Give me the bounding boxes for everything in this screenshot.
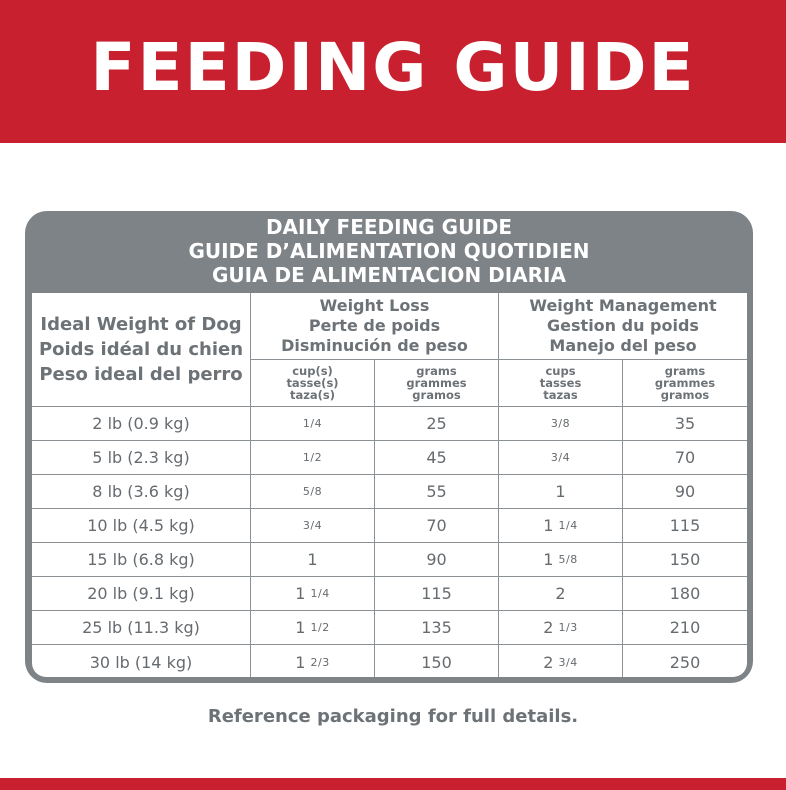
cell-mgmt-grams: 115 <box>623 509 747 543</box>
header-banner <box>0 0 786 143</box>
cell-mgmt-cups <box>499 577 623 611</box>
card-title-en: DAILY FEEDING GUIDE <box>265 215 513 239</box>
cell-weight: 20 lb (9.1 kg) <box>32 577 251 611</box>
cell-loss-grams: 25 <box>375 407 499 441</box>
subheader-text: grammes <box>654 376 716 390</box>
subheader-mgmt-grams <box>623 360 747 407</box>
subheader-text: tasse(s) <box>286 376 339 390</box>
subheader-mgmt-cups <box>499 360 623 407</box>
header-weight-loss <box>251 293 499 360</box>
subheader-text: grams <box>664 364 706 378</box>
cup-whole: 1 <box>295 618 306 637</box>
cell-loss-grams: 70 <box>375 509 499 543</box>
cup-whole: 1 <box>543 550 554 569</box>
header-ideal-weight <box>32 293 251 407</box>
header-mgmt-fr: Gestion du poids <box>547 316 699 335</box>
cell-loss-cups <box>251 543 375 577</box>
cell-weight: 8 lb (3.6 kg) <box>32 475 251 509</box>
cell-mgmt-cups <box>499 441 623 475</box>
cell-weight: 2 lb (0.9 kg) <box>32 407 251 441</box>
cell-mgmt-grams: 210 <box>623 611 747 645</box>
header-mgmt-en: Weight Management <box>529 296 717 315</box>
cell-mgmt-grams: 150 <box>623 543 747 577</box>
cell-mgmt-grams: 250 <box>669 652 701 672</box>
cell-weight: 5 lb (2.3 kg) <box>32 441 251 475</box>
cup-fraction: 1/4 <box>302 417 323 430</box>
cell-loss-cups <box>251 509 375 543</box>
cell-weight: 25 lb (11.3 kg) <box>32 611 251 645</box>
cup-whole: 1 <box>307 550 318 569</box>
subheader-text: tazas <box>543 388 578 402</box>
cup-whole: 1 <box>543 516 554 535</box>
subheader-text: cup(s) <box>292 364 333 378</box>
cup-fraction: 5/8 <box>558 553 578 566</box>
page-title: FEEDING GUIDE <box>90 29 696 106</box>
cell-mgmt-grams: 70 <box>623 441 747 475</box>
header-loss-es: Disminución de peso <box>281 336 468 355</box>
cell-loss-cups <box>251 611 375 645</box>
subheader-text: grammes <box>406 376 467 390</box>
cup-whole: 1 <box>295 584 306 603</box>
header-weight-en: Ideal Weight of Dog <box>40 314 242 335</box>
cup-fraction: 1/4 <box>558 519 578 532</box>
cup-fraction: 1/3 <box>558 621 578 634</box>
cell-loss-grams: 135 <box>375 611 499 645</box>
cell-mgmt-cups <box>499 509 623 543</box>
header-weight-fr: Poids idéal du chien <box>38 339 244 360</box>
cell-mgmt-grams: 90 <box>623 475 747 509</box>
cell-mgmt-cups <box>499 543 623 577</box>
cup-fraction: 1/2 <box>302 451 323 464</box>
cup-fraction: 3/4 <box>550 451 571 464</box>
card-title <box>25 215 753 287</box>
subheader-text: gramos <box>660 388 710 402</box>
cup-fraction: 5/8 <box>302 485 323 498</box>
cell-loss-grams: 45 <box>375 441 499 475</box>
subheader-loss-grams <box>375 360 499 407</box>
cup-whole: 1 <box>295 652 306 672</box>
cell-weight: 10 lb (4.5 kg) <box>32 509 251 543</box>
cell-weight: 15 lb (6.8 kg) <box>32 543 251 577</box>
header-loss-en: Weight Loss <box>319 296 430 315</box>
subheader-text: tasses <box>539 376 582 390</box>
cell-loss-cups <box>251 645 375 677</box>
cup-whole: 2 <box>543 652 554 672</box>
cup-fraction: 2/3 <box>310 655 330 669</box>
subheader-text: gramos <box>412 388 461 402</box>
cell-loss-cups <box>251 475 375 509</box>
cell-loss-grams: 90 <box>375 543 499 577</box>
cell-mgmt-cups <box>499 475 623 509</box>
cell-mgmt-grams: 180 <box>623 577 747 611</box>
cup-fraction: 1/2 <box>310 621 330 634</box>
header-mgmt-es: Manejo del peso <box>549 336 697 355</box>
subheader-text: cups <box>545 364 576 378</box>
header-loss-fr: Perte de poids <box>308 316 441 335</box>
cell-mgmt-cups <box>499 645 623 677</box>
cell-loss-cups <box>251 577 375 611</box>
cell-loss-grams: 150 <box>375 645 499 677</box>
cell-mgmt-cups <box>499 611 623 645</box>
cell-loss-cups <box>251 407 375 441</box>
cup-whole: 1 <box>555 482 566 501</box>
cup-fraction: 3/4 <box>302 519 323 532</box>
subheader-loss-cups <box>251 360 375 407</box>
footer-note: Reference packaging for full details. <box>207 706 579 727</box>
card-title-fr: GUIDE D’ALIMENTATION QUOTIDIEN <box>188 239 590 263</box>
cell-loss-cups <box>251 441 375 475</box>
feeding-table <box>32 293 747 677</box>
cup-fraction: 1/4 <box>310 587 330 600</box>
cell-loss-grams: 115 <box>375 577 499 611</box>
cup-fraction: 3/8 <box>550 417 571 430</box>
cell-weight: 30 lb (14 kg) <box>32 645 251 677</box>
header-weight-management <box>499 293 747 360</box>
feeding-guide-card <box>25 211 753 683</box>
cell-mgmt-grams: 35 <box>623 407 747 441</box>
cup-fraction: 3/4 <box>558 655 578 669</box>
subheader-text: grams <box>416 364 457 378</box>
cell-loss-grams: 55 <box>375 475 499 509</box>
cup-whole: 2 <box>543 618 554 637</box>
card-title-es: GUIA DE ALIMENTACION DIARIA <box>212 263 566 287</box>
subheader-text: taza(s) <box>289 388 336 402</box>
cell-mgmt-cups <box>499 407 623 441</box>
cup-whole: 2 <box>555 584 566 603</box>
bottom-bar <box>0 778 786 790</box>
header-weight-es: Peso ideal del perro <box>39 364 243 385</box>
